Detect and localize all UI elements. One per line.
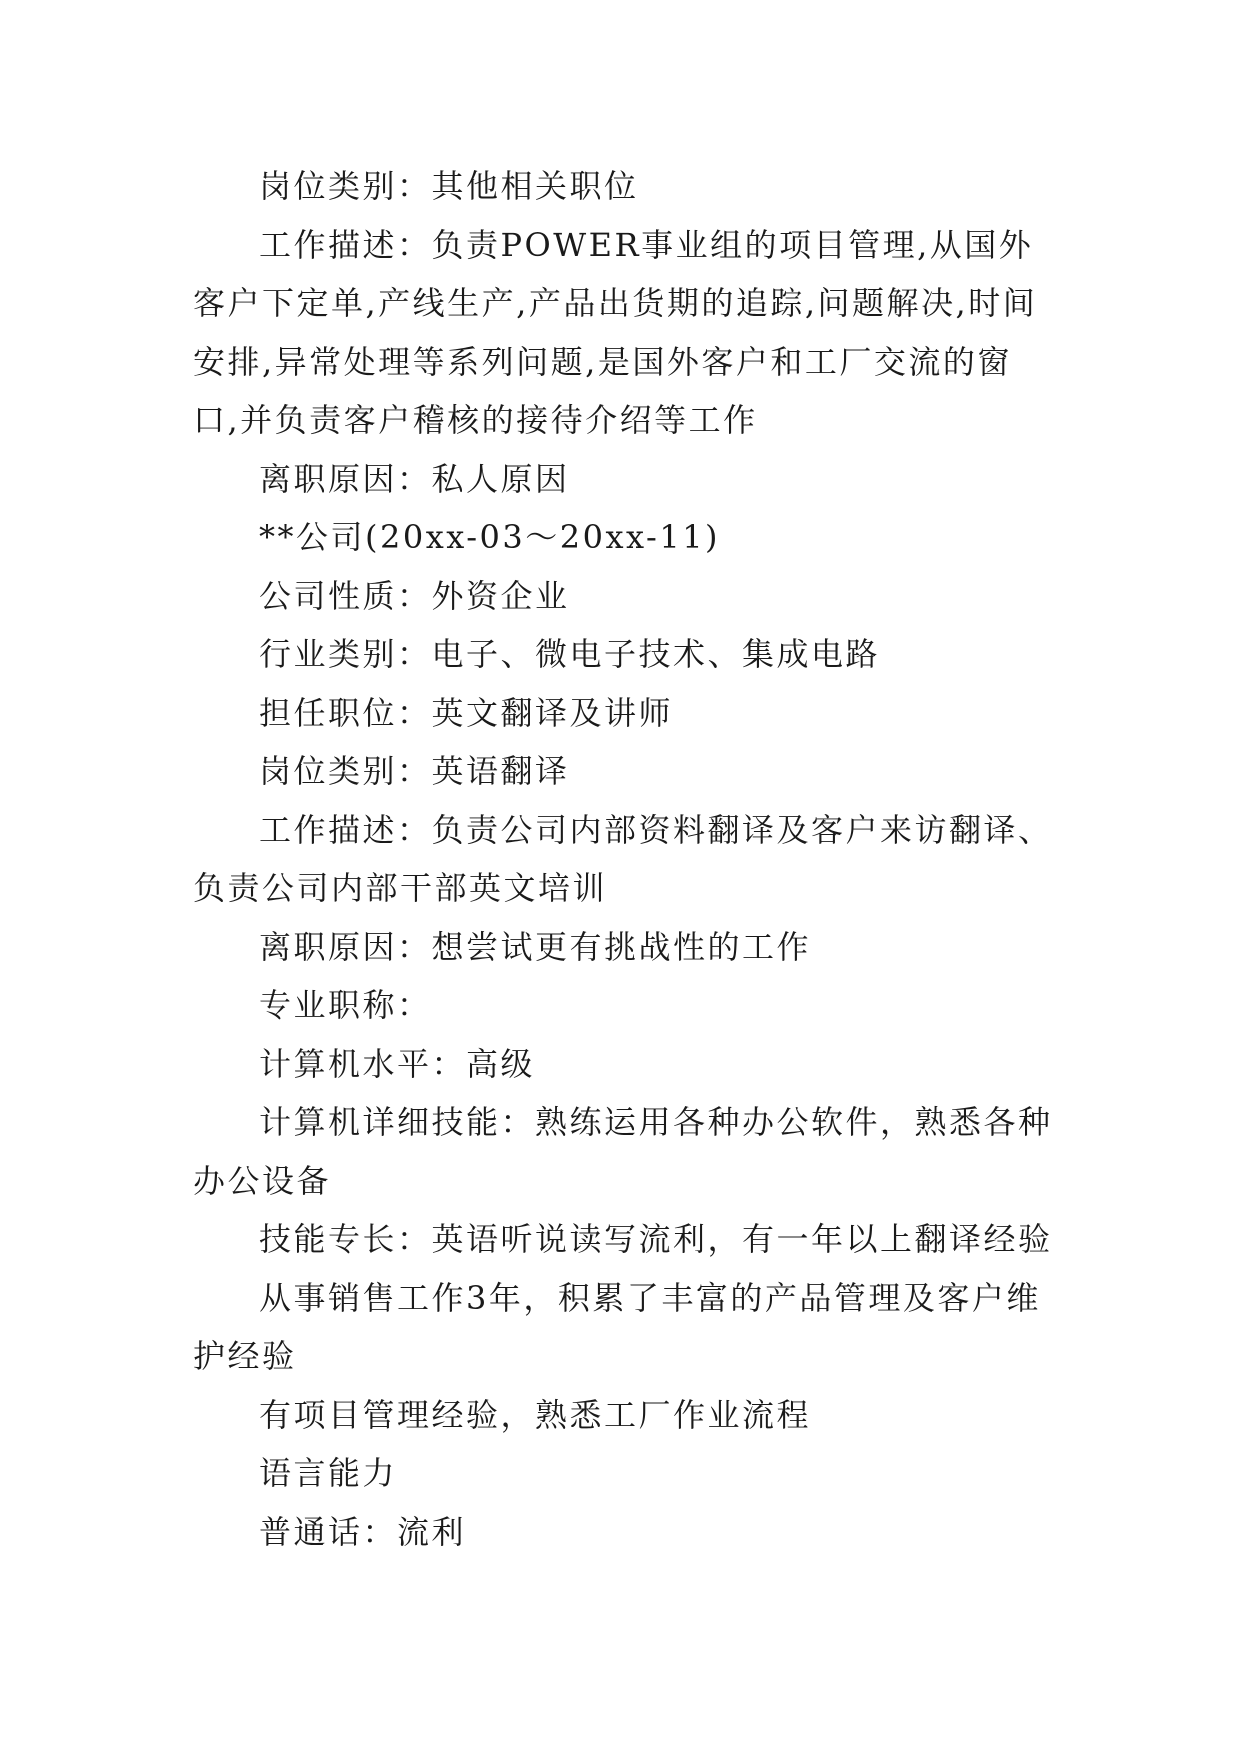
paragraph-professional-title: 专业职称： [259,986,432,1024]
document-body [193,157,1055,1561]
paragraph-language-ability: 语言能力 [259,1454,398,1492]
paragraph-industry: 行业类别：电子、微电子技术、集成电路 [259,635,881,673]
paragraph-position: 担任职位：英文翻译及讲师 [259,693,674,732]
paragraph-leave-reason-2: 离职原因：想尝试更有挑战性的工作 [259,927,812,966]
paragraph-sales-experience: 从事销售工作3年，积累了丰富的产品管理及客户维护经验 [193,1278,1041,1375]
paragraph-project-experience: 有项目管理经验，熟悉工厂作业流程 [259,1395,812,1434]
paragraph-leave-reason-1: 离职原因：私人原因 [259,459,570,498]
paragraph-job-category-1: 岗位类别：其他相关职位 [259,167,639,205]
paragraph-job-description-2: 工作描述：负责公司内部资料翻译及客户来访翻译、负责公司内部干部英文培训 [193,810,1053,907]
paragraph-job-category-2: 岗位类别：英语翻译 [259,752,570,790]
paragraph-company-period: **公司(20xx-03～20xx-11) [259,518,721,556]
paragraph-company-type: 公司性质：外资企业 [259,576,570,615]
paragraph-job-description-1: 工作描述：负责POWER事业组的项目管理,从国外客户下定单,产线生产,产品出货期的追踪,问题解决,时间安排,异常处理等系列问题,是国外客户和工厂交流的窗口,并负责客户稽核的接待介绍等工作 [193,225,1038,439]
paragraph-skill-specialty: 技能专长：英语听说读写流利，有一年以上翻译经验 [259,1220,1053,1258]
paragraph-mandarin: 普通话：流利 [259,1512,467,1551]
paragraph-computer-level: 计算机水平：高级 [259,1044,536,1083]
paragraph-computer-skills: 计算机详细技能：熟练运用各种办公软件，熟悉各种办公设备 [193,1103,1053,1200]
